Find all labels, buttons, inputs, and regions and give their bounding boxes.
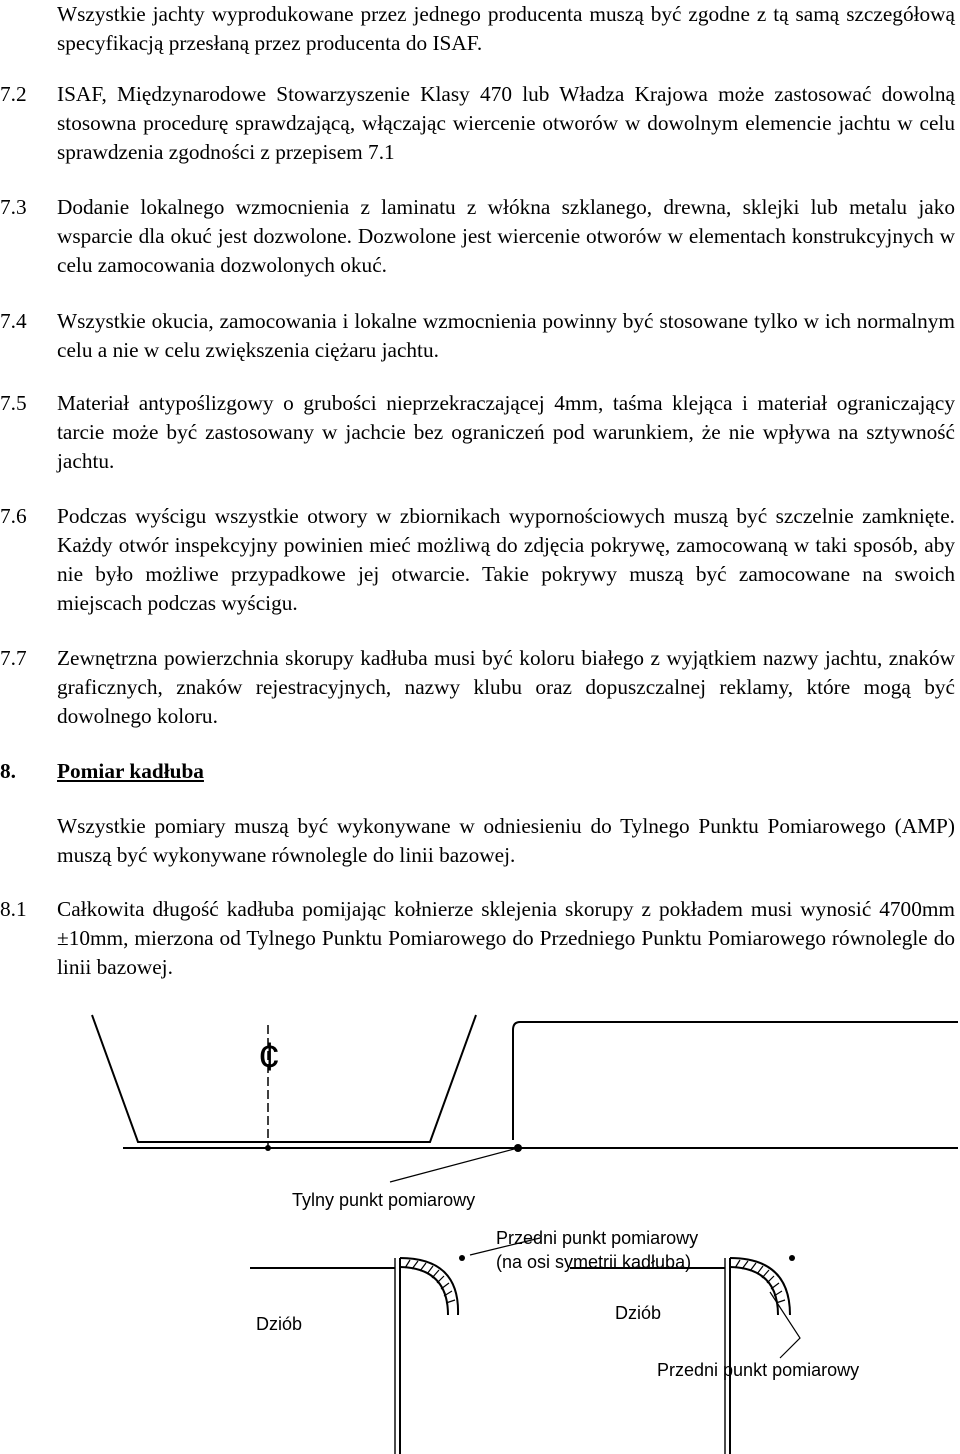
hull-measurement-diagram (0, 1000, 960, 1454)
center-point-marker (265, 1145, 271, 1151)
fwd-bottom-leader (770, 1292, 800, 1358)
aft-point-label: Tylny punkt pomiarowy (292, 1190, 476, 1210)
section-number: 7.5 (0, 391, 27, 415)
heading-title: Pomiar kadłuba (57, 759, 204, 783)
section-number: 7.6 (0, 504, 27, 528)
section-number: 7.7 (0, 646, 27, 670)
section-number: 7.4 (0, 309, 27, 333)
fwd-point-label-top: Przedni punkt pomiarowy (496, 1228, 699, 1248)
hull-section-outline (92, 1015, 476, 1142)
section-text: Materiał antypoślizgowy o grubości nieprzekraczającej 4mm, taśma klejąca i materiał ograniczający tarcie może być zastosowany w jachcie bez ograniczeń pod warunkiem, że nie wpływa na sztywność jachtu. (57, 391, 955, 473)
section-text: Zewnętrzna powierzchnia skorupy kadłuba musi być koloru białego z wyjątkiem nazwy jachtu, znaków graficznych, znaków rejestracyjnych, nazwy klubu oraz dopuszczalnej reklamy, które mogą być dowolnego koloru. (57, 646, 955, 728)
section-number: 7.2 (0, 82, 27, 106)
aft-point-leader (390, 1148, 518, 1182)
section-text: Całkowita długość kadłuba pomijając kołnierze sklejenia skorupy z pokładem musi wynosić 4700mm ±10mm, mierzona od Tylnego Punktu Pomiarowego do Przedniego Punktu Pomiarowego równolegle do linii bazowej. (57, 897, 955, 979)
fwd-point-marker-right (789, 1255, 795, 1261)
fwd-point-marker-left (459, 1255, 465, 1261)
section-8-intro: Wszystkie pomiary muszą być wykonywane w odniesieniu do Tylnego Punktu Pomiarowego (AMP) muszą być wykonywane równolegle do linii bazowej. (57, 814, 955, 867)
section-number: 7.3 (0, 195, 27, 219)
bow-right-label: Dziób (615, 1303, 662, 1323)
bow-left-outer (400, 1258, 458, 1315)
fwd-point-label-bottom: Przedni punkt pomiarowy (657, 1360, 860, 1380)
bow-right-inner (730, 1267, 778, 1315)
bow-left-inner (400, 1267, 448, 1315)
section-text: ISAF, Międzynarodowe Stowarzyszenie Klasy 470 lub Władza Krajowa może zastosować dowolną stosowna procedurę sprawdzającą, włączając wiercenie otworów w dowolnym elemencie jachtu w celu sprawdzenia zgodności z przepisem 7.1 (57, 82, 955, 164)
bow-right-outer (730, 1258, 790, 1315)
heading-number: 8. (0, 759, 16, 783)
intro-paragraph: Wszystkie jachty wyprodukowane przez jednego producenta muszą być zgodne z tą samą szczegółową specyfikacją przesłaną przez producenta do ISAF. (57, 2, 955, 55)
section-text: Dodanie lokalnego wzmocnienia z laminatu z włókna szklanego, drewna, sklejki lub metalu jako wsparcie dla okuć jest dozwolone. Dozwolone jest wiercenie otworów w elementach konstrukcyjnych w celu zamocowania dozwolonych okuć. (57, 195, 955, 277)
deck-profile (513, 1022, 958, 1140)
section-number: 8.1 (0, 897, 27, 921)
section-text: Wszystkie okucia, zamocowania i lokalne wzmocnienia powinny być stosowane tylko w ich normalnym celu a nie w celu zwiększenia ciężaru jachtu. (57, 309, 955, 362)
section-text: Podczas wyścigu wszystkie otwory w zbiornikach wypornościowych muszą być szczelnie zamknięte. Każdy otwór inspekcyjny powinien mieć możliwą do zdjęcia pokrywę, zamocowaną w taki sposób, aby nie było możliwe przypadkowe jej otwarcie. Takie pokrywy muszą być zamocowane na swoich miejscach podczas wyścigu. (57, 504, 955, 615)
section-heading-8 (0, 757, 16, 786)
aft-point-marker (514, 1144, 522, 1152)
section-heading-8-title (57, 757, 204, 786)
bow-left-label: Dziób (256, 1314, 303, 1334)
centerline-symbol: ¢ (258, 1035, 281, 1079)
fwd-point-label-top-sub: (na osi symetrii kadłuba) (496, 1252, 692, 1272)
